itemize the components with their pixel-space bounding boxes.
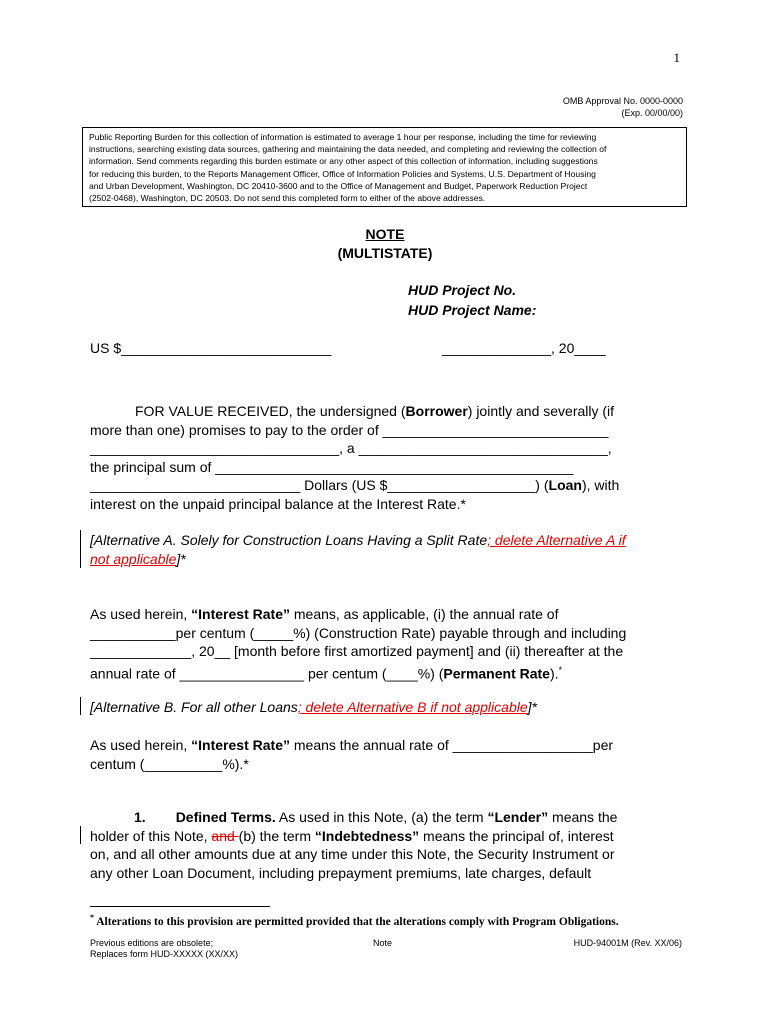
- amount-field: US $___________________________: [90, 340, 332, 356]
- burden-line: Public Reporting Burden for this collection of information is estimated to average 1 hour per response, including the time for reviewing: [89, 132, 597, 142]
- revision-bar: [80, 826, 81, 844]
- intro-line: the principal sum of ______________________________________________: [90, 458, 574, 475]
- hud-project-number: HUD Project No.: [408, 282, 517, 298]
- burden-statement-box: [82, 127, 687, 207]
- interest-rate-a-paragraph: As used herein, “Interest Rate” means, as applicable, (i) the annual rate of ___________per centum (_____%) (Construction Rate) payable through and including _____________, 20__ [month before first amortized payment] and (ii) thereafter at the annual rate of ________________ per centum (____%) (Permanent Rate).*: [90, 606, 627, 682]
- hud-project-name: HUD Project Name:: [408, 302, 537, 318]
- omb-approval-number: OMB Approval No. 0000-0000: [562, 96, 683, 106]
- footer-right: HUD-94001M (Rev. XX/06): [573, 938, 682, 948]
- omb-approval: [563, 95, 683, 119]
- page-number: 1: [673, 50, 680, 65]
- burden-line: for reducing this burden, to the Reports Management Officer, Office of Information Policies and Systems, U.S. Department of Housing: [89, 168, 596, 179]
- section-1-defined-terms: 1. Defined Terms. As used in this Note, (a) the term “Lender” means the holder of this Note, and (b) the term “Indebtedness” means the principal of, interest on, and all other amounts due at any time under this Note, the Security Instrument or any other Loan Document, including prepayment premiums, late charges, default: [90, 809, 618, 881]
- intro-line: ________________________________, a ________________________________,: [90, 440, 612, 456]
- intro-paragraph: [90, 402, 619, 513]
- revision-bar: [80, 530, 81, 568]
- footnote: * Alterations to this provision are permitted provided that the alterations comply with Program Obligations.: [90, 913, 619, 928]
- loan-term: Loan: [548, 477, 582, 493]
- intro-line: ___________________________ Dollars (US $___________________) (Loan), with: [90, 477, 620, 493]
- interest-rate-b-paragraph: As used herein, “Interest Rate” means the annual rate of __________________per centum (__________%).*: [90, 737, 614, 772]
- burden-line: instructions, searching existing data sources, gathering and maintaining the data needed, and completing and reviewing the collection of: [89, 144, 607, 155]
- revision-bar: [80, 697, 81, 715]
- burden-line: (2502-0468), Washington, DC 20503. Do not send this completed form to either of the above addresses.: [89, 193, 486, 204]
- burden-line: and Urban Development, Washington, DC 20410-3600 and to the Office of Management and Budget, Paperwork Reduction Project: [89, 180, 588, 191]
- document-subtitle: (MULTISTATE): [337, 245, 433, 261]
- intro-line: interest on the unpaid principal balance at the Interest Rate.*: [90, 495, 466, 512]
- burden-line: information. Send comments regarding this burden estimate or any other aspect of this collection of information, including suggestions: [89, 156, 598, 167]
- borrower-term: Borrower: [405, 403, 468, 419]
- section-number: 1.: [134, 809, 146, 825]
- alternative-b-heading: [Alternative B. For all other Loans; delete Alternative B if not applicable]*: [90, 699, 537, 715]
- alternative-a-heading: [Alternative A. Solely for Construction Loans Having a Split Rate; delete Alternative A if not applicable]*: [90, 532, 626, 567]
- footer-left: Previous editions are obsolete; Replaces form HUD-XXXXX (XX/XX): [90, 938, 239, 959]
- footnote-rule: [90, 906, 270, 907]
- intro-line: more than one) promises to pay to the order of _____________________________: [90, 421, 609, 438]
- footer-center: Note: [373, 938, 393, 948]
- document-title: NOTE: [365, 226, 405, 242]
- omb-expiration: (Exp. 00/00/00): [621, 108, 683, 118]
- intro-line: FOR VALUE RECEIVED, the undersigned (Borrower) jointly and severally (if: [135, 403, 615, 419]
- date-field: ______________, 20____: [442, 340, 606, 356]
- section-heading: Defined Terms.: [175, 809, 276, 825]
